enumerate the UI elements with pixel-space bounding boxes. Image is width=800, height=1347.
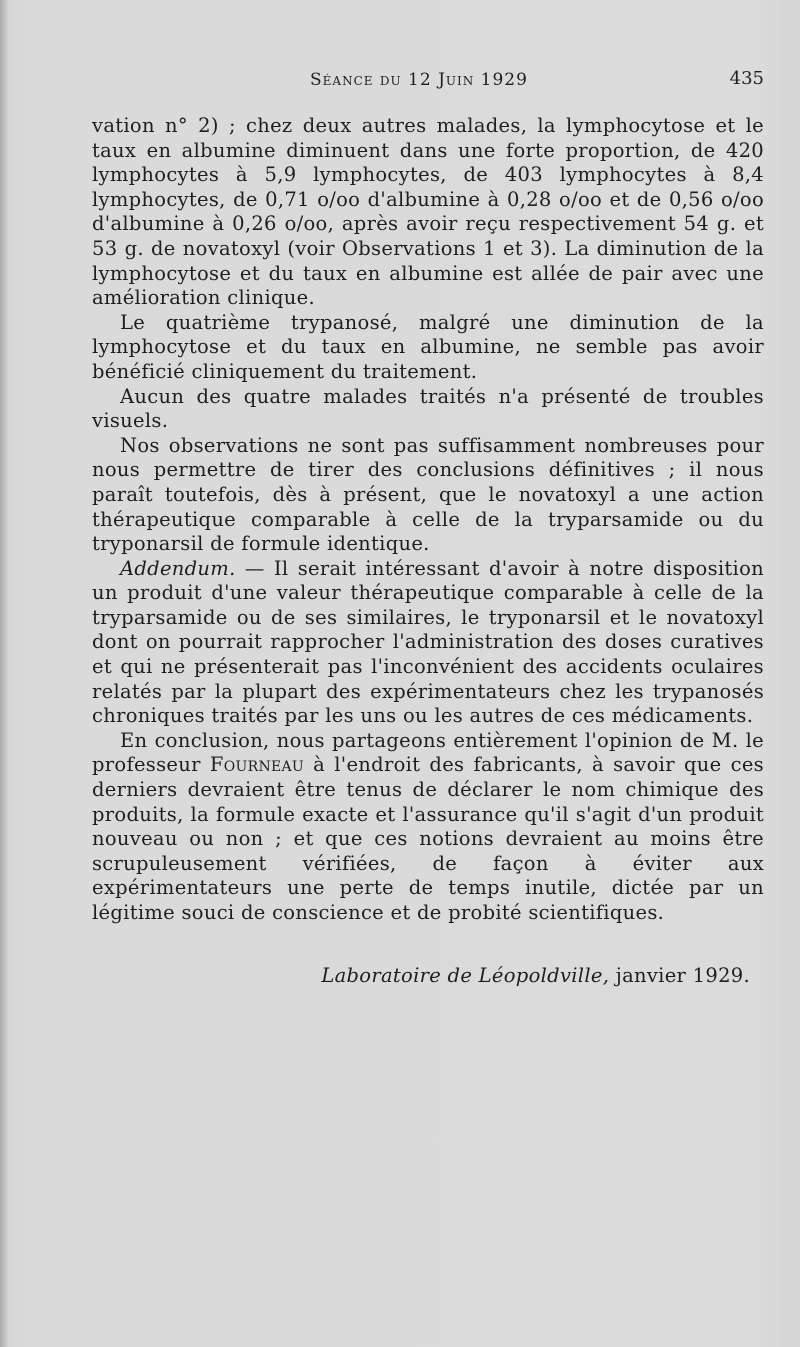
conclusion-text-before: En conclusion, nous partageons entièrement l'opinion de M. le professeur bbox=[92, 728, 764, 777]
running-head bbox=[92, 70, 764, 100]
conclusion-text-after: à l'endroit des fabricants, à savoir que ces derniers devraient être tenus de déclarer le nom chimique des produits, la formule exacte et l'assurance qu'il s'agit d'un produit nouveau ou non ; et que ces notions devraient au moins être scrupuleusement vérifiées, de façon à éviter aux expérimentateurs une perte de temps inutile, dictée par un légitime souci de conscience et de probité scientifiques. bbox=[92, 753, 764, 924]
page-number: 435 bbox=[729, 68, 764, 89]
signature-date: janvier 1929. bbox=[609, 964, 750, 987]
paragraph-visual-troubles: Aucun des quatre malades traités n'a présenté de troubles visuels. bbox=[92, 384, 764, 433]
running-head-title: Séance du 12 Juin 1929 bbox=[310, 70, 528, 90]
addendum-text: — Il serait intéressant d'avoir à notre disposition un produit d'une valeur thérapeutique comparable à celle de la tryparsamide ou de ses similaires, le tryponarsil et le novatoxyl dont on pourrait rapprocher l'administration des doses curatives et qui ne présenterait pas l'inconvénient des accidents oculaires relatés par la plupart des expérimentateurs chez les trypanosés chroniques traités par les uns ou les autres de ces médicaments. bbox=[92, 556, 764, 728]
conclusion-name: Fourneau bbox=[209, 753, 305, 777]
body-text bbox=[92, 114, 764, 926]
paragraph-observations: Nos observations ne sont pas suffisamment nombreuses pour nous permettre de tirer des conclusions définitives ; il nous paraît toutefois, dès à présent, que le novatoxyl a une action thérapeutique comparable à celle de la tryparsamide ou du tryponarsil de formule identique. bbox=[92, 433, 764, 556]
paragraph-conclusion bbox=[92, 729, 764, 926]
signature-line bbox=[92, 964, 750, 987]
addendum-label: Addendum. bbox=[120, 556, 236, 580]
signature-place: Laboratoire de Léopoldville, bbox=[321, 964, 610, 987]
paragraph-continued: vation n° 2) ; chez deux autres malades, la lymphocytose et le taux en albumine diminuent dans une forte proportion, de 420 lymphocytes à 5,9 lymphocytes, de 403 lymphocytes à 8,4 lymphocytes, de 0,71 o/oo d'albumine à 0,28 o/oo et de 0,56 o/oo d'albumine à 0,26 o/oo, après avoir reçu respectivement 54 g. et 53 g. de novatoxyl (voir Observations 1 et 3). La diminution de la lymphocytose et du taux en albumine est allée de pair avec une amélioration clinique. bbox=[92, 114, 764, 310]
page-gutter-shadow bbox=[0, 0, 8, 1347]
paragraph-addendum bbox=[92, 557, 764, 729]
paragraph-fourth-patient: Le quatrième trypanosé, malgré une diminution de la lymphocytose et du taux en albumine, ne semble pas avoir bénéficié cliniquement du traitement. bbox=[92, 310, 764, 383]
